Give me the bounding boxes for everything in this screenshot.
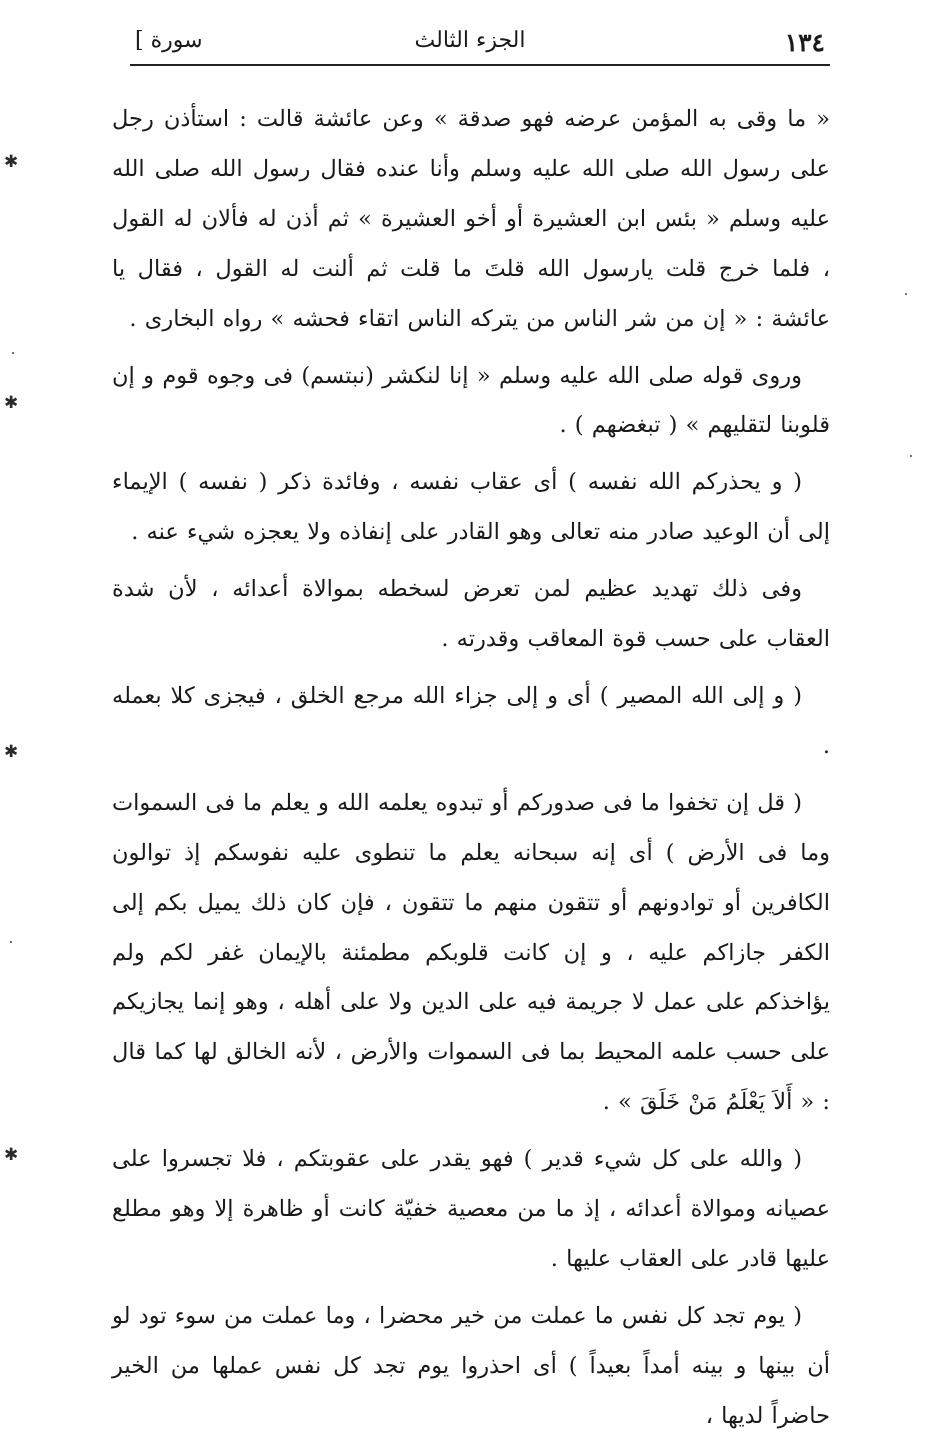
- margin-ornament-icon: ✱: [4, 152, 19, 172]
- scan-speck: [910, 455, 912, 457]
- margin-ornament-icon: ✱: [4, 1145, 19, 1165]
- paragraph: ( قل إن تخفوا ما فى صدوركم أو تبدوه يعلمه الله و يعلم ما فى السموات وما فى الأرض ) أى إنه سبحانه يعلم ما تنطوى عليه نفوسكم إذ توالون الكافرين أو توادونهم أو تتقون منهم ما تتقون ، فإن كان ذلك يميل بكم إلى الكفر جازاكم عليه ، و إن كانت قلوبكم مطمئنة بالإيمان غفر لكم ولم يؤاخذكم على عمل لا جريمة فيه على الدين ولا على أهله ، وهو إنما يجازيكم على حسب علمه المحيط بما فى السموات والأرض ، لأنه الخالق لها كما قال : « أَلاَ يَعْلَمُ مَنْ خَلَقَ » .: [112, 789, 830, 1116]
- paragraph: وروى قوله صلى الله عليه وسلم « إنا لنكشر (نبتسم) فى وجوه قوم و إن قلوبنا لتقليهم » ( تبغضهم ) .: [112, 362, 830, 439]
- page-number: ١٣٤: [784, 28, 825, 57]
- scan-speck: [12, 352, 14, 354]
- paragraph: « ما وقى به المؤمن عرضه فهو صدقة » وعن عائشة قالت : استأذن رجل على رسول الله صلى الله عليه وسلم وأنا عنده فقال رسول الله صلى الله عليه وسلم « بئس ابن العشيرة أو أخو العشيرة » ثم أذن له فألان له القول ، فلما خرج قلت يارسول الله قلتَ ما قلت ثم ألنت له القول ، فقال يا عائشة : « إن من شر الناس من يتركه الناس اتقاء فحشه » رواه البخارى .: [112, 106, 830, 332]
- margin-ornament-icon: ✱: [4, 742, 19, 762]
- page-header: [115, 22, 825, 62]
- paragraph: ( يوم تجد كل نفس ما عملت من خير محضرا ، وما عملت من سوء تود لو أن بينها و بينه أمداً بعيداً ) أى احذروا يوم تجد كل نفس عملها من الخير حاضراً لديها ،: [112, 1302, 830, 1429]
- scan-speck: [10, 941, 12, 943]
- paragraph: ( و إلى الله المصير ) أى و إلى جزاء الله مرجع الخلق ، فيجزى كلا بعمله .: [112, 682, 830, 759]
- paragraph: ( والله على كل شيء قدير ) فهو يقدر على عقوبتكم ، فلا تجسروا على عصيانه وموالاة أعدائه ، إذ ما من معصية خفيّة كانت أو ظاهرة إلا وهو مطلع عليها قادر على العقاب عليها .: [112, 1146, 830, 1272]
- body-text: [112, 95, 830, 1449]
- paragraph: وفى ذلك تهديد عظيم لمن تعرض لسخطه بموالاة أعدائه ، لأن شدة العقاب على حسب قوة المعاقب وقدرته .: [112, 576, 830, 653]
- paragraph: ( و يحذركم الله نفسه ) أى عقاب نفسه ، وفائدة ذكر ( نفسه ) الإيماء إلى أن الوعيد صادر منه تعالى وهو القادر على إنفاذه ولا يعجزه شيء عنه .: [112, 469, 830, 546]
- header-rule: [130, 64, 830, 66]
- surah-label: [ سورة: [135, 28, 203, 53]
- scan-speck: [905, 293, 907, 295]
- margin-ornament-icon: ✱: [4, 393, 19, 413]
- running-title: الجزء الثالث: [414, 28, 526, 53]
